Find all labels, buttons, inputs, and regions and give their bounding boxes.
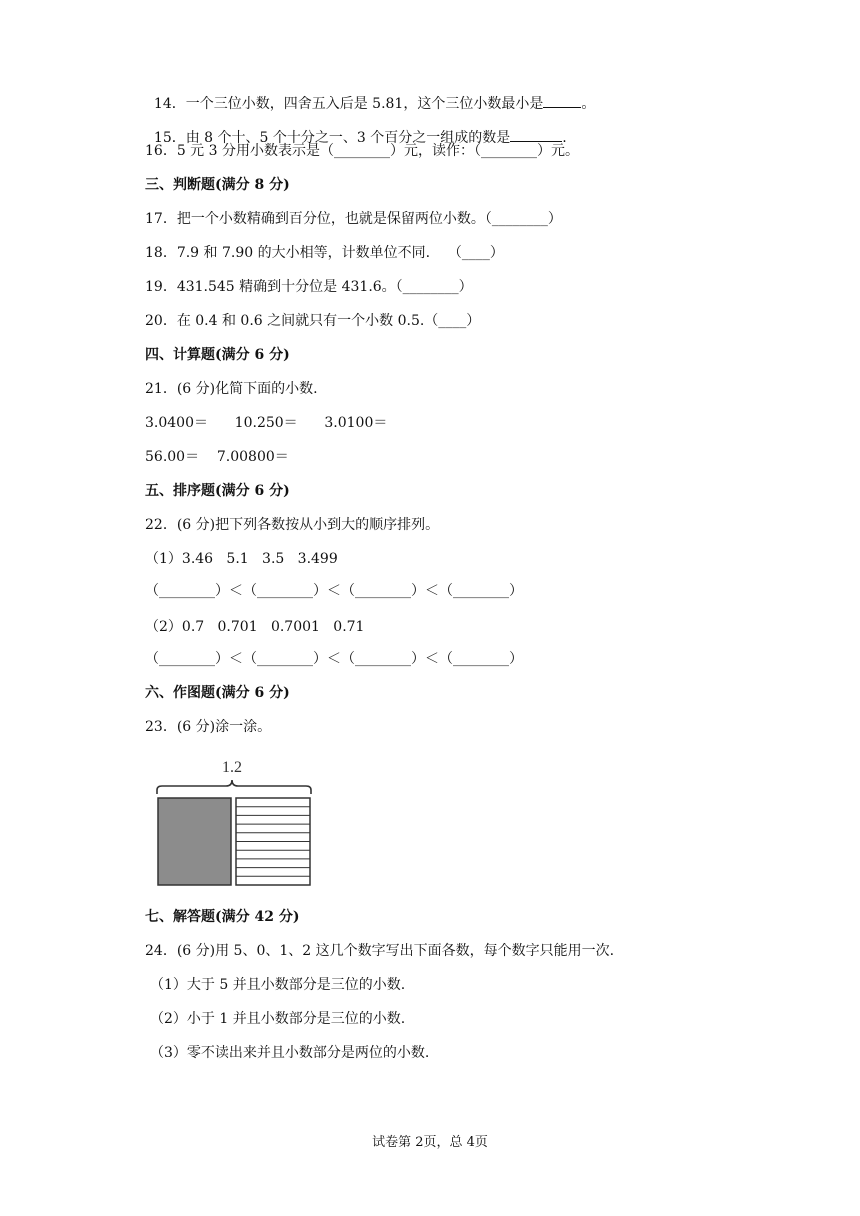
decimal-model-figure — [150, 752, 320, 892]
question-22: 22．(6 分)把下列各数按从小到大的顺序排列。 — [145, 517, 440, 533]
question-22-part-1-blanks: （________）＜（________）＜（________）＜（________） — [145, 583, 523, 599]
question-14-text: 14．一个三位小数，四舍五入后是 5.81，这个三位小数最小是 — [153, 96, 544, 112]
question-24: 24．(6 分)用 5、0、1、2 这几个数字写出下面各数，每个数字只能用一次. — [145, 943, 615, 959]
answer-blank[interactable] — [543, 93, 581, 108]
answer-blank[interactable] — [510, 127, 562, 142]
question-24-part-3: （3）零不读出来并且小数部分是两位的小数. — [150, 1045, 430, 1061]
question-15-text: 15．由 8 个十、5 个十分之一、3 个百分之一组成的数是 — [153, 130, 511, 146]
question-15-end: . — [562, 130, 567, 146]
question-14-end: 。 — [581, 96, 596, 112]
curly-brace — [157, 780, 311, 794]
question-21: 21．(6 分)化简下面的小数. — [145, 381, 318, 397]
question-17: 17．把一个小数精确到百分位，也就是保留两位小数。（________） — [145, 211, 562, 227]
question-18: 18．7.9 和 7.90 的大小相等，计数单位不同. （____） — [145, 245, 504, 261]
question-22-part-2-blanks: （________）＜（________）＜（________）＜（________） — [145, 651, 523, 667]
section-heading-answers: 七、解答题(满分 42 分) — [145, 909, 300, 925]
section-heading-judgement: 三、判断题(满分 8 分) — [145, 177, 290, 193]
question-24-part-2: （2）小于 1 并且小数部分是三位的小数. — [150, 1011, 406, 1027]
page-footer: 试卷第 2页，总 4页 — [372, 1135, 488, 1150]
question-19: 19．431.545 精确到十分位是 431.6。（________） — [145, 279, 473, 295]
brace-label: 1.2 — [222, 759, 242, 776]
section-heading-ordering: 五、排序题(满分 6 分) — [145, 483, 290, 499]
section-heading-drawing: 六、作图题(满分 6 分) — [145, 685, 290, 701]
shaded-whole-square — [158, 798, 231, 885]
question-22-part-1: （1）3.46 5.1 3.5 3.499 — [145, 551, 338, 567]
question-21-row-2: 56.00＝ 7.00800＝ — [145, 449, 289, 465]
section-heading-calculation: 四、计算题(满分 6 分) — [145, 347, 290, 363]
question-24-part-1: （1）大于 5 并且小数部分是三位的小数. — [150, 977, 406, 993]
question-21-row-1: 3.0400＝ 10.250＝ 3.0100＝ — [145, 415, 388, 431]
question-16: 16．5 元 3 分用小数表示是（________）元，读作：（________）元。 — [145, 143, 579, 159]
question-23: 23．(6 分)涂一涂。 — [145, 719, 272, 735]
question-22-part-2: （2）0.7 0.701 0.7001 0.71 — [145, 619, 365, 635]
question-20: 20．在 0.4 和 0.6 之间就只有一个小数 0.5.（____） — [145, 313, 481, 329]
